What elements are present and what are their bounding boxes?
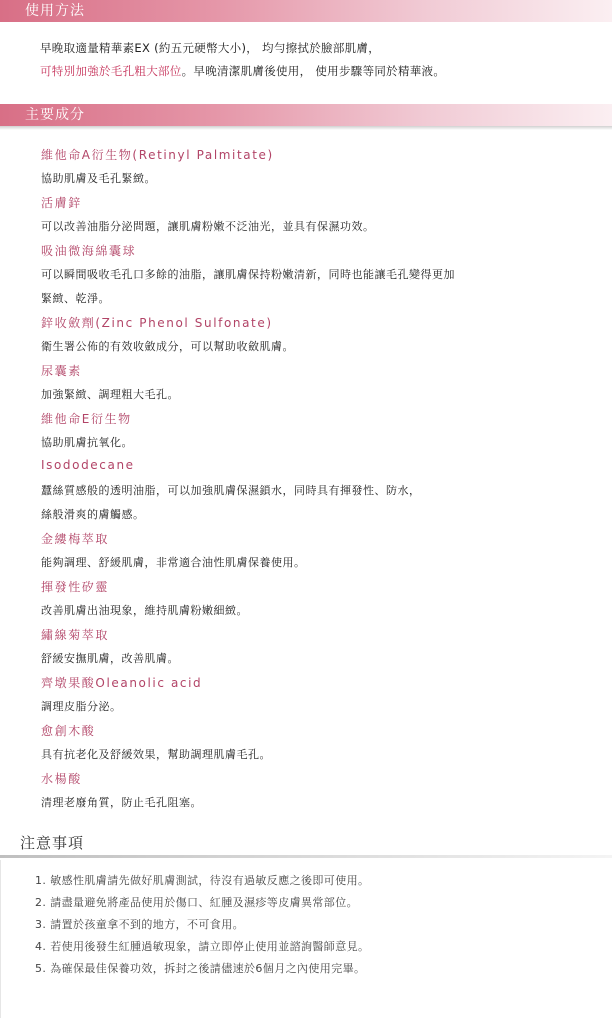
ingredient-description: 舒緩安撫肌膚，改善肌膚。 — [41, 652, 179, 665]
ingredient-name: Isododecane — [41, 458, 135, 472]
left-border-line — [0, 860, 1, 1018]
ingredient-name: 維他命E衍生物 — [41, 412, 132, 426]
caution-item: 4. 若使用後發生紅腫過敏現象，請立即停止使用並諮詢醫師意見。 — [35, 940, 370, 953]
ingredient-name: 尿囊素 — [41, 364, 82, 378]
ingredient-description: 具有抗老化及舒緩效果，幫助調理肌膚毛孔。 — [41, 748, 271, 761]
ingredient-name: 鋅收斂劑(Zinc Phenol Sulfonate) — [41, 316, 273, 330]
caution-item: 5. 為確保最佳保養功效，拆封之後請儘速於6個月之內使用完畢。 — [35, 962, 366, 975]
ingredient-description: 加強緊緻、調理粗大毛孔。 — [41, 388, 179, 401]
ingredient-description: 能夠調理、舒緩肌膚，非常適合油性肌膚保養使用。 — [41, 556, 306, 569]
caution-section-title: 注意事項 — [20, 834, 85, 852]
usage-section-header — [0, 0, 612, 22]
ingredient-description: 調理皮脂分泌。 — [41, 700, 122, 713]
usage-line-2 — [40, 63, 445, 79]
ingredient-name: 吸油微海綿囊球 — [41, 244, 137, 258]
usage-line-1: 早晚取適量精華素EX (約五元硬幣大小)， 均勻擦拭於臉部肌膚， — [40, 41, 381, 55]
caution-item: 2. 請盡量避免將產品使用於傷口、紅腫及濕疹等皮膚異常部位。 — [35, 896, 358, 909]
ingredient-description: 衛生署公佈的有效收斂成分，可以幫助收斂肌膚。 — [41, 340, 294, 353]
ingredient-name: 維他命A衍生物(Retinyl Palmitate) — [41, 148, 274, 162]
usage-section-title: 使用方法 — [25, 3, 85, 19]
caution-item: 3. 請置於孩童拿不到的地方，不可食用。 — [35, 918, 244, 931]
ingredient-description: 改善肌膚出油現象，維持肌膚粉嫩細緻。 — [41, 604, 248, 617]
ingredient-description: 絲般滑爽的膚觸感。 — [41, 508, 145, 521]
ingredient-description: 協助肌膚及毛孔緊緻。 — [41, 172, 156, 185]
caution-divider — [0, 855, 612, 858]
ingredient-name: 水楊酸 — [41, 772, 82, 786]
ingredients-section-header — [0, 104, 612, 126]
section-divider-shadow — [0, 126, 612, 130]
caution-item: 1. 敏感性肌膚請先做好肌膚測試，待沒有過敏反應之後即可使用。 — [35, 874, 370, 887]
ingredient-description: 可以瞬間吸收毛孔口多餘的油脂，讓肌膚保持粉嫩清新，同時也能讓毛孔變得更加 — [41, 268, 455, 281]
ingredient-name: 愈創木酸 — [41, 724, 96, 738]
ingredient-description: 蠶絲質感般的透明油脂，可以加強肌膚保濕鎖水，同時具有揮發性、防水， — [41, 484, 421, 497]
ingredient-description: 可以改善油脂分泌問題，讓肌膚粉嫩不泛油光，並具有保濕功效。 — [41, 220, 375, 233]
ingredient-name: 繡線菊萃取 — [41, 628, 110, 642]
ingredient-description: 緊緻、乾淨。 — [41, 292, 110, 305]
ingredient-name: 齊墩果酸Oleanolic acid — [41, 676, 203, 690]
ingredient-name: 活膚鋅 — [41, 196, 82, 210]
ingredient-description: 清理老廢角質，防止毛孔阻塞。 — [41, 796, 202, 809]
ingredients-section-title: 主要成分 — [25, 107, 85, 123]
ingredient-description: 協助肌膚抗氧化。 — [41, 436, 133, 449]
usage-line-2-rest: 。早晚清潔肌膚後使用， 使用步驟等同於精華液。 — [181, 64, 446, 78]
ingredient-name: 揮發性矽靈 — [41, 580, 110, 594]
usage-highlight: 可特別加強於毛孔粗大部位 — [40, 64, 182, 78]
ingredient-name: 金縷梅萃取 — [41, 532, 110, 546]
